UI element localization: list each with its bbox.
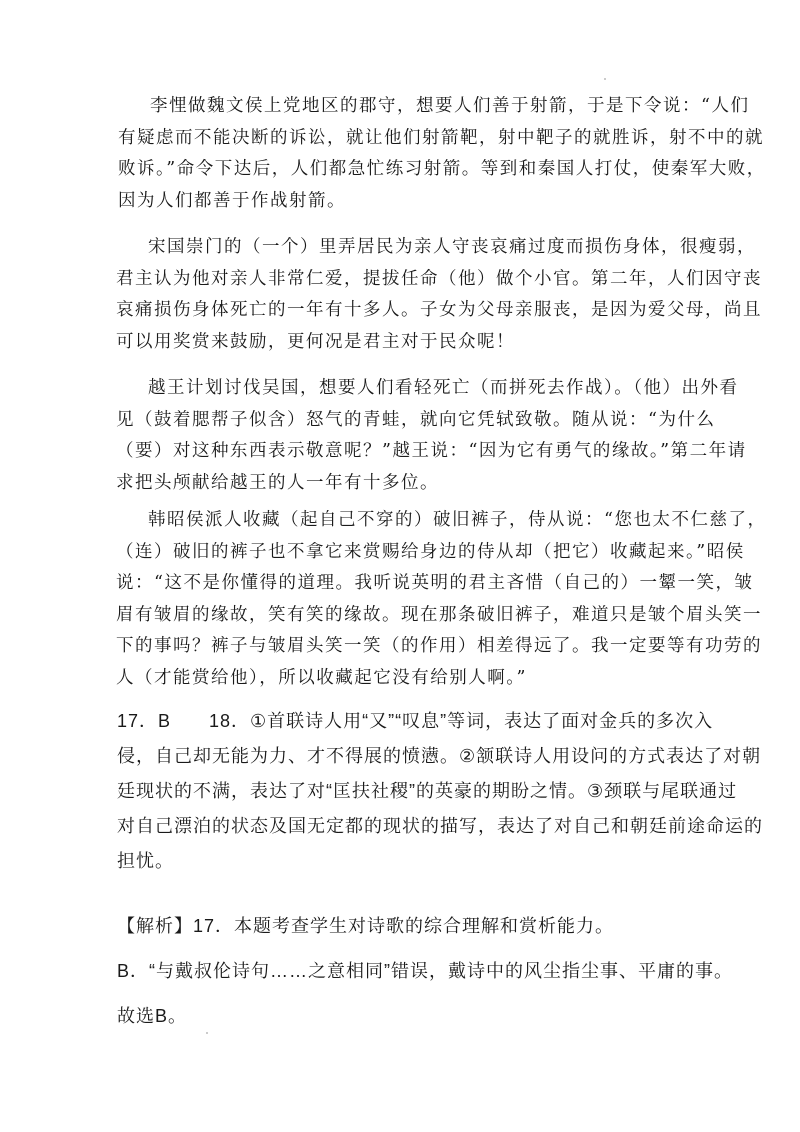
text-line: 可以用奖赏来鼓励，更何况是君主对于民众呢！ [116,331,515,352]
text-line: 求把头颅献给越王的人一年有十多位。 [116,472,439,493]
text-line: 有疑虑而不能决断的诉讼，就让他们射箭靶，射中靶子的就胜诉，射不中的就 [118,127,764,148]
translation-paragraph-3 [116,373,747,499]
text-line: 说：“这不是你懂得的道理。我听说英明的君主吝惜（自己的）一颦一笑，皱 [116,573,754,593]
answer-line: 17．B 18．①首联诗人用“又”“叹息”等词，表达了面对金兵的多次入 [117,711,714,731]
translation-paragraph-4 [116,505,766,694]
analysis-line: B．“与戴叔伦诗句……之意相同”错误，戴诗中的风尘指尘事、平庸的事。 [117,961,733,981]
answer-line: 廷现状的不满，表达了对“匡扶社稷”的英豪的期盼之情。③颈联与尾联通过 [117,781,738,801]
text-line: 哀痛损伤身体死亡的一年有十多人。子女为父母亲服丧，是因为爱父母，尚且 [116,300,762,320]
text-line: 君主认为他对亲人非常仁爱，提拔任命（他）做个小官。第二年，人们因守丧 [116,268,762,289]
text-line: （连）破旧的裤子也不拿它来赏赐给身边的侍从却（把它）收藏起来。”昭侯 [116,541,745,562]
translation-paragraph-1 [118,91,766,217]
text-line: 见（鼓着腮帮子似含）怒气的青蛙，就向它凭轼致敬。随从说：“为什么 [116,409,716,430]
scan-speck [206,1032,208,1034]
answer-line: 对自己漂泊的状态及国无定都的现状的描写，表达了对自己和朝廷前途命运的 [117,816,763,836]
text-line: 韩昭侯派人收藏（起自己不穿的）破旧裤子，侍从说：“您也太不仁慈了， [148,510,767,530]
text-line: 越王计划讨伐吴国，想要人们看轻死亡（而拼死去作战）。（他）出外看 [148,378,739,398]
answer-line: 侵，自己却无能为力、才不得展的愤懑。②颔联诗人用设问的方式表达了对朝 [117,746,762,766]
text-line: 宋国崇门的（一个）里弄居民为亲人守丧哀痛过度而损伤身体，很瘦弱， [148,237,756,257]
answer-line: 担忧。 [117,851,174,871]
scan-speck [604,78,606,80]
text-line: 李悝做魏文侯上党地区的郡守，想要人们善于射箭，于是下令说：“人们 [150,96,750,116]
text-line: 眉有皱眉的缘故，笑有笑的缘故。现在那条破旧裤子，难道只是皱个眉头笑一 [116,604,762,625]
analysis-block [117,908,733,1034]
text-line: 败诉。”命令下达后，人们都急忙练习射箭。等到和秦国人打仗，使秦军大败， [118,159,766,179]
answer-block [117,704,763,879]
text-line: 下的事吗？裤子与皱眉头笑一笑（的作用）相差得远了。我一定要等有功劳的 [116,636,762,656]
text-line: （要）对这种东西表示敬意呢？”越王说：“因为它有勇气的缘故。”第二年请 [116,441,747,461]
text-line: 因为人们都善于作战射箭。 [118,190,346,211]
text-line: 人（才能赏给他），所以收藏起它没有给别人啊。” [116,667,527,688]
analysis-line: 【解析】17．本题考查学生对诗歌的综合理解和赏析能力。 [117,916,615,936]
analysis-line: 故选B。 [117,1006,188,1026]
translation-paragraph-2 [116,232,762,358]
